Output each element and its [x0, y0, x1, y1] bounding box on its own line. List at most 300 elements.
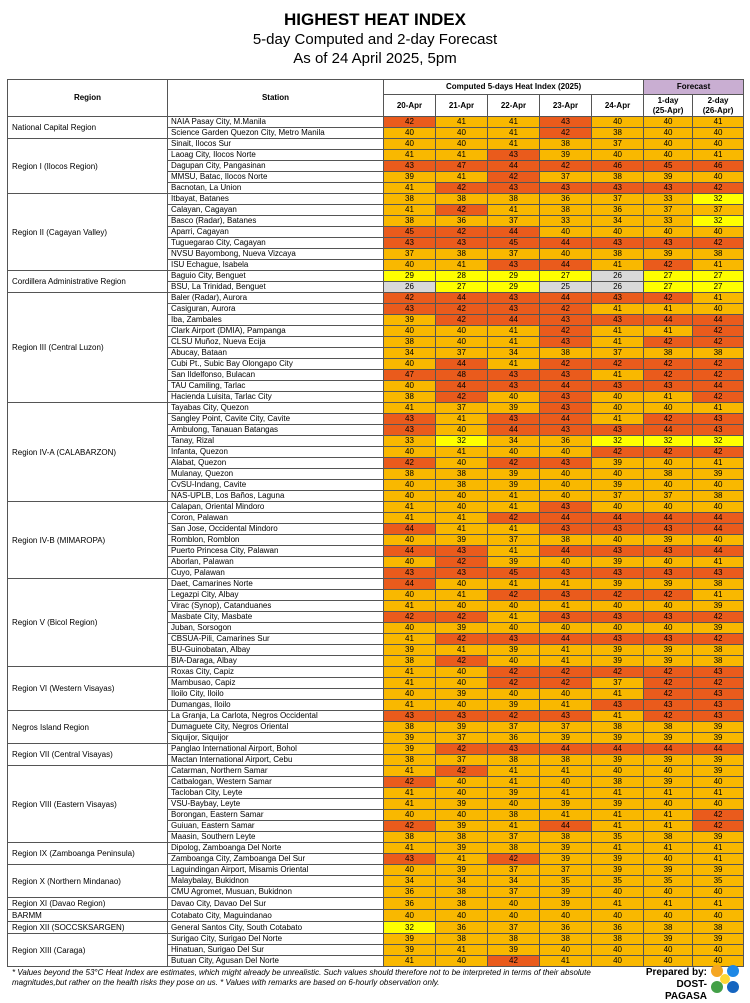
forecast-value: 40	[693, 799, 744, 810]
heat-index-value: 41	[384, 956, 436, 967]
heat-index-value: 39	[592, 458, 644, 469]
heat-index-value: 42	[488, 678, 540, 689]
station-header: Station	[168, 80, 384, 117]
heat-index-value: 43	[540, 183, 592, 194]
forecast-value: 42	[644, 678, 693, 689]
heat-index-value: 40	[436, 788, 488, 799]
forecast-value: 41	[693, 293, 744, 304]
heat-index-value: 38	[384, 832, 436, 843]
heat-index-value: 34	[488, 348, 540, 359]
region-name: Region VI (Western Visayas)	[8, 667, 168, 711]
forecast-value: 41	[693, 843, 744, 854]
forecast-value: 42	[693, 821, 744, 832]
heat-index-value: 39	[592, 480, 644, 491]
heat-index-value: 40	[592, 535, 644, 546]
station-name: Clark Airport (DMIA), Pampanga	[168, 326, 384, 337]
heat-index-value: 40	[436, 678, 488, 689]
heat-index-value: 38	[384, 722, 436, 733]
forecast-value: 44	[644, 315, 693, 326]
heat-index-value: 43	[488, 304, 540, 315]
region-name: Region VII (Central Visayas)	[8, 744, 168, 766]
region-name: Region VIII (Eastern Visayas)	[8, 766, 168, 843]
forecast-value: 38	[693, 656, 744, 667]
heat-index-value: 27	[540, 271, 592, 282]
day-header-4: 23-Apr	[540, 95, 592, 117]
heat-index-value: 43	[592, 612, 644, 623]
heat-index-value: 26	[384, 282, 436, 293]
forecast-value: 42	[693, 634, 744, 645]
heat-index-value: 40	[488, 392, 540, 403]
heat-index-value: 40	[592, 403, 644, 414]
heat-index-value: 42	[384, 458, 436, 469]
heat-index-value: 35	[592, 832, 644, 843]
heat-index-value: 41	[436, 172, 488, 183]
heat-index-value: 38	[384, 216, 436, 227]
station-name: Tacloban City, Leyte	[168, 788, 384, 799]
heat-index-value: 39	[384, 934, 436, 945]
station-name: Casiguran, Aurora	[168, 304, 384, 315]
heat-index-value: 41	[384, 799, 436, 810]
heat-index-value: 34	[488, 436, 540, 447]
heat-index-value: 45	[384, 227, 436, 238]
heat-index-value: 43	[384, 304, 436, 315]
heat-index-value: 41	[540, 766, 592, 777]
forecast-value: 42	[644, 689, 693, 700]
forecast-value: 40	[644, 854, 693, 865]
heat-index-value: 38	[592, 128, 644, 139]
heat-index-value: 41	[384, 150, 436, 161]
station-name: Davao City, Davao Del Sur	[168, 898, 384, 910]
forecast-value: 38	[693, 348, 744, 359]
region-name: Region III (Central Luzon)	[8, 293, 168, 403]
heat-index-value: 39	[436, 865, 488, 876]
heat-index-value: 40	[592, 766, 644, 777]
heat-index-value: 41	[384, 502, 436, 513]
table-row	[8, 898, 744, 910]
forecast-value: 39	[693, 934, 744, 945]
heat-index-value: 38	[488, 194, 540, 205]
heat-index-value: 44	[540, 744, 592, 755]
footnote: * Values beyond the 53°C Heat Index are estimates, which might already be unrealistic. Such values should therefore not to be interpreted in terms of their absolute magnitudes,but rather on the health risks they pose on us. * Values with remarks are based on 6-hourly observation only.	[12, 968, 591, 987]
station-name: Aparri, Cagayan	[168, 227, 384, 238]
station-name: Daet, Camarines Norte	[168, 579, 384, 590]
station-name: Basco (Radar), Batanes	[168, 216, 384, 227]
forecast-value: 44	[693, 546, 744, 557]
station-name: Tanay, Rizal	[168, 436, 384, 447]
heat-index-value: 34	[488, 876, 540, 887]
heat-index-value: 42	[436, 557, 488, 568]
heat-index-value: 37	[592, 348, 644, 359]
heat-index-value: 43	[540, 392, 592, 403]
heat-index-value: 43	[540, 315, 592, 326]
heat-index-value: 40	[436, 910, 488, 922]
forecast-value: 42	[644, 447, 693, 458]
heat-index-value: 38	[436, 249, 488, 260]
heat-index-value: 40	[540, 557, 592, 568]
forecast-value: 39	[644, 733, 693, 744]
station-name: Calayan, Cagayan	[168, 205, 384, 216]
heat-index-value: 42	[592, 447, 644, 458]
heat-index-value: 34	[384, 348, 436, 359]
station-name: Iloilo City, Iloilo	[168, 689, 384, 700]
heat-index-value: 42	[384, 293, 436, 304]
forecast-value: 41	[644, 843, 693, 854]
table-row	[8, 667, 744, 678]
forecast-value: 40	[693, 887, 744, 898]
forecast-value: 40	[644, 623, 693, 634]
heat-index-value: 43	[488, 183, 540, 194]
heat-index-value: 43	[384, 238, 436, 249]
table-row	[8, 910, 744, 922]
heat-index-value: 42	[436, 183, 488, 194]
forecast-value: 42	[644, 359, 693, 370]
heat-index-value: 38	[436, 480, 488, 491]
heat-index-value: 43	[488, 414, 540, 425]
prepared-by-label: Prepared by:	[645, 967, 707, 978]
heat-index-value: 43	[592, 546, 644, 557]
heat-index-value: 42	[436, 205, 488, 216]
heat-index-value: 35	[540, 876, 592, 887]
heat-index-value: 38	[384, 194, 436, 205]
heat-index-value: 32	[592, 436, 644, 447]
heat-index-value: 36	[540, 436, 592, 447]
region-name: Region IV-B (MIMAROPA)	[8, 502, 168, 579]
heat-index-value: 29	[488, 271, 540, 282]
heat-index-value: 39	[384, 172, 436, 183]
forecast-value: 41	[693, 403, 744, 414]
heat-index-value: 41	[488, 128, 540, 139]
heat-index-value: 38	[540, 535, 592, 546]
heat-index-value: 39	[436, 843, 488, 854]
heat-index-value: 37	[488, 922, 540, 934]
forecast-value: 33	[644, 216, 693, 227]
heat-index-value: 40	[384, 480, 436, 491]
heat-index-value: 40	[436, 491, 488, 502]
forecast-value: 37	[693, 205, 744, 216]
forecast-value: 42	[693, 612, 744, 623]
station-name: NAIA Pasay City, M.Manila	[168, 117, 384, 128]
heat-index-value: 41	[592, 843, 644, 854]
heat-index-value: 42	[436, 634, 488, 645]
day-header-1: 20-Apr	[384, 95, 436, 117]
heat-index-value: 42	[540, 326, 592, 337]
table-row	[8, 117, 744, 128]
forecast-value: 27	[644, 282, 693, 293]
heat-index-value: 41	[436, 854, 488, 865]
forecast-value: 37	[644, 205, 693, 216]
forecast-value: 43	[693, 568, 744, 579]
forecast-value: 40	[644, 150, 693, 161]
heat-index-value: 40	[540, 480, 592, 491]
heat-index-value: 44	[540, 821, 592, 832]
heat-index-value: 40	[384, 359, 436, 370]
heat-index-value: 44	[540, 546, 592, 557]
heat-index-value: 44	[540, 260, 592, 271]
heat-index-value: 36	[384, 898, 436, 910]
heat-index-value: 39	[592, 865, 644, 876]
heat-index-value: 38	[540, 348, 592, 359]
heat-index-value: 38	[540, 832, 592, 843]
forecast-value: 42	[693, 392, 744, 403]
heat-index-value: 43	[592, 293, 644, 304]
heat-index-value: 43	[540, 337, 592, 348]
forecast-value: 41	[644, 821, 693, 832]
forecast-value: 43	[693, 689, 744, 700]
forecast-value: 41	[644, 304, 693, 315]
forecast-value: 40	[693, 139, 744, 150]
forecast-value: 38	[644, 922, 693, 934]
forecast-value: 42	[644, 260, 693, 271]
heat-index-value: 42	[436, 304, 488, 315]
heat-index-value: 40	[592, 117, 644, 128]
heat-index-value: 40	[592, 945, 644, 956]
heat-index-value: 38	[384, 337, 436, 348]
heat-index-value: 41	[384, 678, 436, 689]
heat-index-value: 43	[436, 711, 488, 722]
heat-index-value: 40	[488, 601, 540, 612]
heat-index-value: 41	[592, 326, 644, 337]
station-name: Virac (Synop), Catanduanes	[168, 601, 384, 612]
heat-index-value: 41	[592, 337, 644, 348]
heat-index-value: 38	[488, 843, 540, 854]
heat-index-value: 41	[540, 601, 592, 612]
forecast-value: 43	[693, 667, 744, 678]
forecast-value: 42	[644, 590, 693, 601]
heat-index-value: 38	[384, 392, 436, 403]
forecast-value: 40	[644, 403, 693, 414]
heat-index-value: 42	[488, 513, 540, 524]
station-name: Calapan, Oriental Mindoro	[168, 502, 384, 513]
heat-index-value: 41	[592, 788, 644, 799]
heat-index-value: 38	[384, 656, 436, 667]
heat-index-value: 40	[384, 810, 436, 821]
heat-index-value: 38	[488, 934, 540, 945]
heat-index-value: 42	[488, 956, 540, 967]
forecast-value: 39	[644, 535, 693, 546]
heat-index-value: 44	[592, 513, 644, 524]
heat-index-value: 40	[592, 469, 644, 480]
heat-index-value: 38	[540, 139, 592, 150]
forecast-value: 39	[693, 733, 744, 744]
forecast-value: 37	[644, 491, 693, 502]
heat-index-value: 41	[592, 370, 644, 381]
forecast-value: 43	[644, 634, 693, 645]
forecast-value: 43	[644, 238, 693, 249]
heat-index-value: 37	[540, 172, 592, 183]
heat-index-value: 26	[592, 271, 644, 282]
heat-index-value: 44	[592, 744, 644, 755]
heat-index-value: 33	[540, 216, 592, 227]
heat-index-value: 41	[384, 403, 436, 414]
heat-index-value: 39	[592, 557, 644, 568]
heat-index-value: 40	[488, 447, 540, 458]
forecast-value: 39	[644, 777, 693, 788]
forecast-value: 41	[693, 898, 744, 910]
forecast-value: 42	[644, 667, 693, 678]
forecast-value: 39	[644, 579, 693, 590]
heat-index-value: 41	[592, 260, 644, 271]
station-name: Cuyo, Palawan	[168, 568, 384, 579]
heat-index-value: 42	[488, 172, 540, 183]
heat-index-value: 42	[540, 128, 592, 139]
heat-index-value: 43	[488, 744, 540, 755]
heat-index-value: 41	[540, 579, 592, 590]
heat-index-value: 39	[592, 656, 644, 667]
heat-index-value: 37	[592, 139, 644, 150]
region-name: Region X (Northern Mindanao)	[8, 865, 168, 898]
heat-index-value: 41	[540, 956, 592, 967]
forecast-value: 43	[644, 568, 693, 579]
heat-index-value: 43	[592, 568, 644, 579]
region-name: Region IX (Zamboanga Peninsula)	[8, 843, 168, 865]
heat-index-value: 39	[540, 733, 592, 744]
heat-index-value: 43	[540, 502, 592, 513]
forecast-value: 42	[693, 370, 744, 381]
heat-index-value: 45	[488, 238, 540, 249]
forecast-value: 42	[644, 711, 693, 722]
forecast-value: 40	[644, 117, 693, 128]
heat-index-value: 39	[436, 623, 488, 634]
heat-index-value: 43	[436, 568, 488, 579]
heat-index-value: 34	[592, 216, 644, 227]
heat-index-value: 40	[540, 249, 592, 260]
heat-index-value: 44	[384, 546, 436, 557]
station-name: VSU-Baybay, Leyte	[168, 799, 384, 810]
heat-index-value: 44	[540, 238, 592, 249]
heat-index-value: 39	[540, 799, 592, 810]
forecast-value: 41	[644, 810, 693, 821]
page-subtitle: 5-day Computed and 2-day Forecast	[252, 31, 498, 48]
heat-index-value: 36	[384, 887, 436, 898]
heat-index-value: 38	[592, 777, 644, 788]
heat-index-value: 42	[488, 458, 540, 469]
region-name: Region XIII (Caraga)	[8, 934, 168, 967]
table-row	[8, 403, 744, 414]
heat-index-value: 40	[436, 579, 488, 590]
table-row	[8, 271, 744, 282]
region-name: National Capital Region	[8, 117, 168, 139]
station-name: Iba, Zambales	[168, 315, 384, 326]
heat-index-value: 41	[488, 612, 540, 623]
forecast-value: 40	[644, 945, 693, 956]
heat-index-value: 41	[436, 260, 488, 271]
heat-index-value: 40	[488, 623, 540, 634]
heat-index-value: 37	[488, 535, 540, 546]
heat-index-value: 38	[592, 172, 644, 183]
forecast-value: 41	[644, 788, 693, 799]
heat-index-value: 40	[384, 447, 436, 458]
heat-index-value: 41	[540, 656, 592, 667]
station-name: Panglao International Airport, Bohol	[168, 744, 384, 755]
heat-index-value: 41	[540, 788, 592, 799]
heat-index-value: 44	[488, 315, 540, 326]
region-name: Region V (Bicol Region)	[8, 579, 168, 667]
forecast-value: 44	[644, 513, 693, 524]
heat-index-value: 37	[384, 249, 436, 260]
station-name: Dagupan City, Pangasinan	[168, 161, 384, 172]
station-name: Catbalogan, Western Samar	[168, 777, 384, 788]
heat-index-value: 41	[592, 414, 644, 425]
heat-index-value: 42	[436, 227, 488, 238]
heat-index-value: 37	[488, 865, 540, 876]
heat-index-value: 39	[384, 945, 436, 956]
heat-index-value: 37	[488, 832, 540, 843]
agency-name: DOST-PAGASA	[664, 979, 707, 1002]
station-name: Guiuan, Eastern Samar	[168, 821, 384, 832]
heat-index-value: 41	[488, 117, 540, 128]
heat-index-value: 43	[488, 381, 540, 392]
forecast-value: 39	[693, 865, 744, 876]
heat-index-value: 40	[384, 590, 436, 601]
station-name: Mulanay, Quezon	[168, 469, 384, 480]
heat-index-value: 38	[540, 755, 592, 766]
station-name: Baguio City, Benguet	[168, 271, 384, 282]
heat-index-value: 38	[540, 205, 592, 216]
station-name: Bacnotan, La Union	[168, 183, 384, 194]
station-name: Infanta, Quezon	[168, 447, 384, 458]
heat-index-value: 41	[488, 359, 540, 370]
prepared-by	[637, 967, 707, 1003]
heat-index-value: 38	[592, 249, 644, 260]
heat-index-value: 39	[384, 315, 436, 326]
station-name: Aborlan, Palawan	[168, 557, 384, 568]
forecast-value: 39	[644, 645, 693, 656]
heat-index-value: 43	[488, 370, 540, 381]
heat-index-value: 41	[436, 414, 488, 425]
heat-index-value: 41	[384, 843, 436, 854]
heat-index-value: 41	[488, 777, 540, 788]
heat-index-value: 39	[540, 898, 592, 910]
forecast-value: 42	[693, 326, 744, 337]
heat-index-value: 37	[436, 755, 488, 766]
heat-index-value: 43	[384, 711, 436, 722]
heat-index-value: 43	[592, 183, 644, 194]
heat-index-value: 40	[436, 700, 488, 711]
heat-index-value: 39	[592, 799, 644, 810]
heat-index-value: 43	[540, 425, 592, 436]
heat-index-value: 38	[384, 469, 436, 480]
heat-index-value: 40	[540, 623, 592, 634]
heat-index-value: 43	[540, 612, 592, 623]
station-name: Science Garden Quezon City, Metro Manila	[168, 128, 384, 139]
heat-index-value: 41	[384, 700, 436, 711]
heat-index-value: 40	[436, 337, 488, 348]
forecast-value: 32	[693, 436, 744, 447]
heat-index-value: 40	[488, 910, 540, 922]
heat-index-value: 40	[540, 447, 592, 458]
forecast-value: 44	[644, 744, 693, 755]
heat-index-value: 41	[384, 183, 436, 194]
heat-index-value: 43	[592, 381, 644, 392]
forecast-value: 38	[644, 469, 693, 480]
forecast-value: 41	[644, 326, 693, 337]
forecast-value: 44	[693, 381, 744, 392]
heat-index-value: 41	[540, 700, 592, 711]
heat-index-value: 38	[436, 898, 488, 910]
table-row	[8, 865, 744, 876]
station-name: Dumaguete City, Negros Oriental	[168, 722, 384, 733]
heat-index-value: 40	[540, 945, 592, 956]
forecast-value: 40	[644, 887, 693, 898]
forecast-value: 38	[693, 249, 744, 260]
heat-index-value: 39	[488, 788, 540, 799]
station-name: Tuguegarao City, Cagayan	[168, 238, 384, 249]
forecast-value: 40	[644, 139, 693, 150]
heat-index-value: 43	[540, 458, 592, 469]
forecast-value: 35	[693, 876, 744, 887]
station-name: Laguindingan Airport, Misamis Oriental	[168, 865, 384, 876]
heat-index-value: 42	[384, 821, 436, 832]
